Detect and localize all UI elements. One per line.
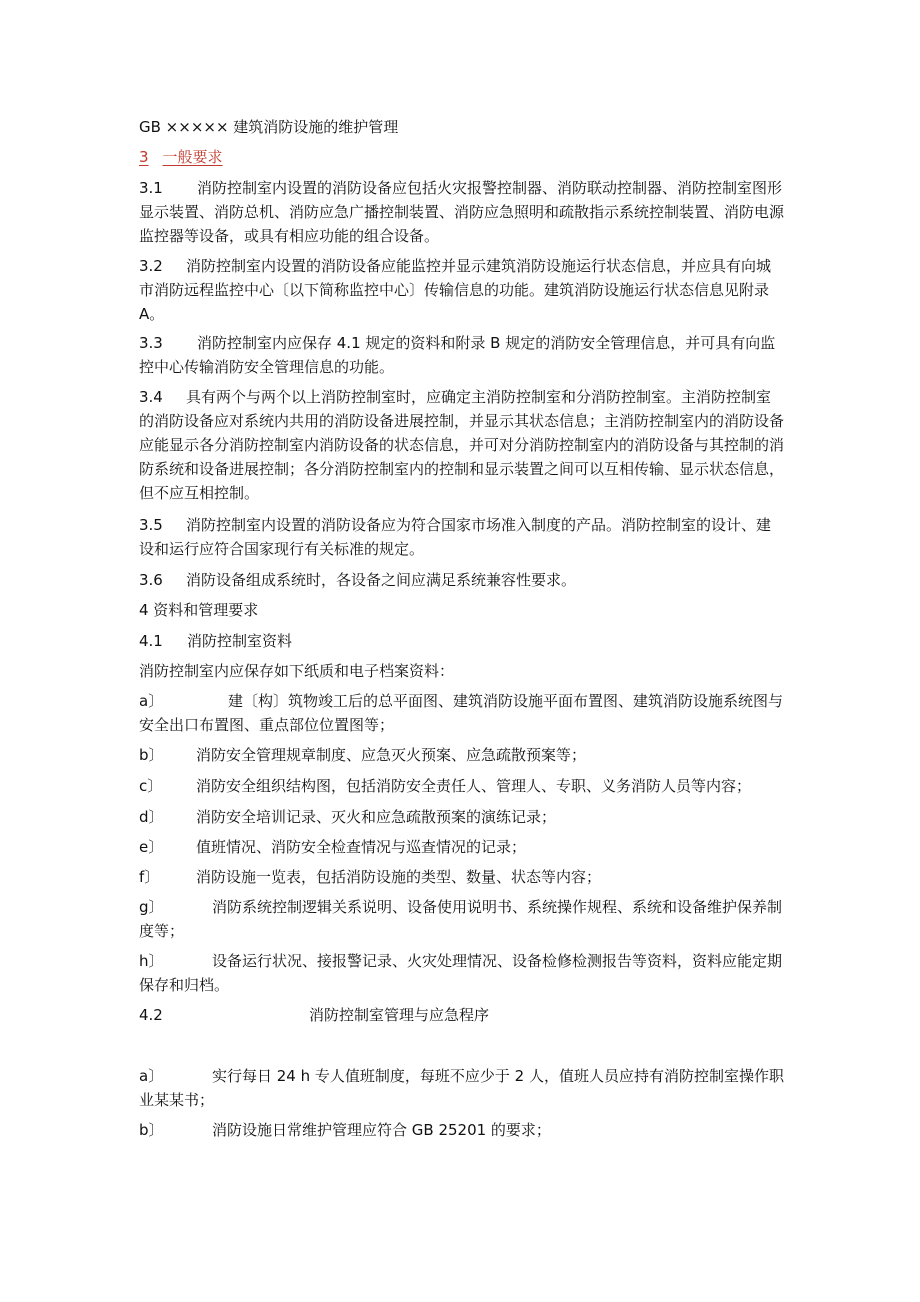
clause-3-5 (139, 513, 784, 561)
list-label: a〕 (139, 1067, 164, 1085)
list-label: b〕 (139, 1121, 164, 1139)
list-item-b (139, 743, 784, 767)
list-item-a (139, 689, 784, 737)
clause-text: 消防控制室内应保存 4.1 规定的资料和附录 B 规定的消防安全管理信息，并可具有向监控中心传输消防安全管理信息的功能。 (139, 334, 776, 376)
list-label: h〕 (139, 952, 164, 970)
list-text: 建〔构〕筑物竣工后的总平面图、建筑消防设施平面布置图、建筑消防设施系统图与安全出口布置图、重点部位位置图等； (139, 692, 784, 734)
subsection-4-1-heading (139, 629, 292, 653)
list-text: 值班情况、消防安全检查情况与巡查情况的记录； (196, 838, 527, 856)
subsection-title: 消防控制室管理与应急程序 (309, 1006, 490, 1024)
list-label: b〕 (139, 746, 164, 764)
clause-3-1 (139, 176, 784, 248)
clause-text: 消防控制室内设置的消防设备应为符合国家市场准入制度的产品。消防控制室的设计、建设和运行应符合国家现行有关标准的规定。 (139, 516, 772, 558)
subsection-4-1-intro: 消防控制室内应保存如下纸质和电子档案资料： (139, 662, 455, 680)
list-label: a〕 (139, 692, 164, 710)
clause-3-3 (139, 331, 784, 379)
clause-text: 消防控制室内设置的消防设备应包括火灾报警控制器、消防联动控制器、消防控制室图形显示装置、消防总机、消防应急广播控制装置、消防应急照明和疏散指示系统控制装置、消防电源监控器等设备，或具有相应功能的组合设备。 (139, 179, 785, 245)
subsection-number: 4.1 (139, 632, 163, 650)
list-text: 消防安全组织结构图，包括消防安全责任人、管理人、专职、义务消防人员等内容； (196, 777, 752, 795)
list-item-h (139, 949, 784, 997)
clause-number: 3.1 (139, 179, 163, 197)
list-item-f (139, 865, 784, 889)
subsection-4-2-heading (139, 1003, 489, 1027)
list-label: d〕 (139, 808, 164, 826)
clause-number: 3.4 (139, 388, 163, 406)
list-item-c (139, 774, 784, 798)
clause-number: 3.2 (139, 257, 163, 275)
list-text: 消防系统控制逻辑关系说明、设备使用说明书、系统操作规程、系统和设备维护保养制度等； (139, 898, 783, 940)
list-text: 消防设施一览表，包括消防设施的类型、数量、状态等内容； (196, 868, 602, 886)
clause-3-4 (139, 385, 784, 505)
section-4-heading: 4 资料和管理要求 (139, 601, 259, 619)
list-label: f〕 (139, 868, 160, 886)
list-text: 实行每日 24 h 专人值班制度，每班不应少于 2 人，值班人员应持有消防控制室操作职业某某书； (139, 1067, 784, 1109)
list-item-g (139, 895, 784, 943)
section-3-number: 3 (139, 148, 149, 166)
clause-number: 3.5 (139, 516, 163, 534)
subsection-number: 4.2 (139, 1006, 163, 1024)
clause-3-2 (139, 254, 784, 326)
list-item-d (139, 805, 784, 829)
clause-text: 具有两个与两个以上消防控制室时，应确定主消防控制室和分消防控制室。主消防控制室的消防设备应对系统内共用的消防设备进展控制，并显示其状态信息；主消防控制室内的消防设备应能显示各分消防控制室内消防设备的状态信息，并可对分消防控制室内的消防设备与其控制的消防系统和设备进展控制；各分消防控制室内的控制和显示装置之间可以互相传输、显示状态信息，但不应互相控制。 (139, 388, 785, 502)
list-label: c〕 (139, 777, 163, 795)
list-item-e (139, 835, 784, 859)
list-label: g〕 (139, 898, 164, 916)
list-item-4-2-a (139, 1064, 784, 1112)
list-text: 设备运行状况、接报警记录、火灾处理情况、设备检修检测报告等资料，资料应能定期保存和归档。 (139, 952, 783, 994)
document-header: GB ××××× 建筑消防设施的维护管理 (139, 118, 399, 136)
clause-text: 消防控制室内设置的消防设备应能监控并显示建筑消防设施运行状态信息，并应具有向城市消防远程监控中心〔以下简称监控中心〕传输信息的功能。建筑消防设施运行状态信息见附录 A。 (139, 257, 772, 323)
subsection-title: 消防控制室资料 (187, 632, 293, 650)
list-item-4-2-b (139, 1118, 784, 1142)
list-label: e〕 (139, 838, 164, 856)
section-3-title: 一般要求 (162, 148, 223, 166)
clause-text: 消防设备组成系统时，各设备之间应满足系统兼容性要求。 (186, 571, 577, 589)
clause-number: 3.6 (139, 571, 163, 589)
section-3-heading (139, 145, 223, 169)
clause-number: 3.3 (139, 334, 163, 352)
list-text: 消防安全培训记录、灭火和应急疏散预案的演练记录； (196, 808, 557, 826)
list-text: 消防安全管理规章制度、应急灭火预案、应急疏散预案等； (196, 746, 587, 764)
clause-3-6 (139, 568, 784, 592)
list-text: 消防设施日常维护管理应符合 GB 25201 的要求； (212, 1121, 551, 1139)
